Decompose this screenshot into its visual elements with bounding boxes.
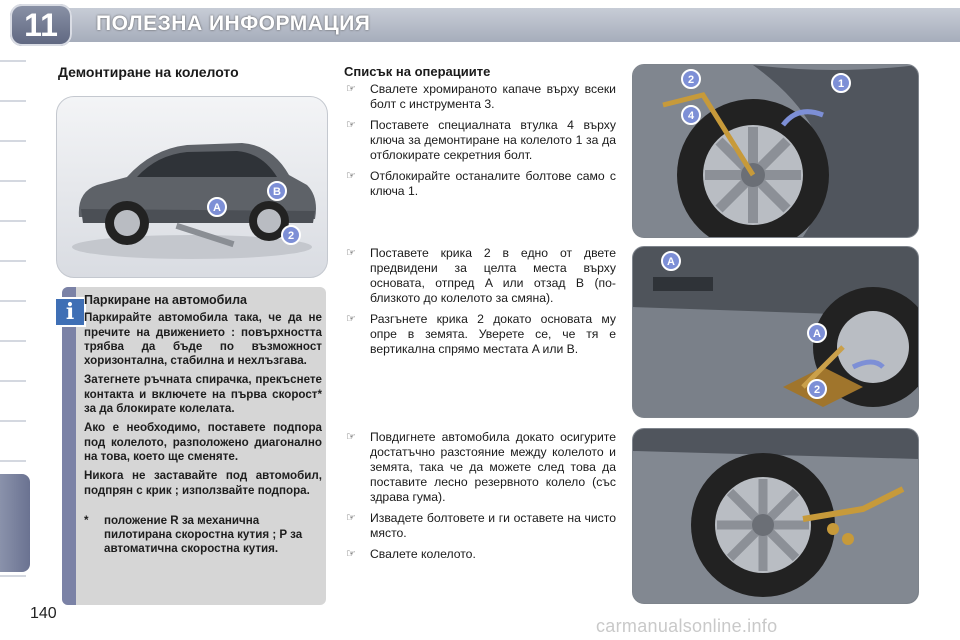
svg-text:A: A [213, 202, 221, 214]
svg-text:1: 1 [837, 78, 845, 90]
page-header [0, 0, 960, 50]
photo-wheel-bolts [632, 64, 919, 238]
footnote-text: положение R за механична пилотирана скоростна кутия ; P за автоматична скоростна кутия. [104, 513, 303, 556]
photo-wheel-removal [632, 428, 919, 604]
info-paragraph: Ако е необходимо, поставете подпора под колелото, разположено диагонално на това, което ще сменяте. [84, 421, 322, 463]
info-paragraph: Затегнете ръчната спирачка, прекъснете контакта и включете на първа скорост* за да блокирате колелата. [84, 373, 322, 416]
chapter-title: ПОЛЕЗНА ИНФОРМАЦИЯ [96, 12, 371, 35]
operations-title: Списък на операциите [344, 64, 491, 79]
hand-pointer-icon: ☞ [346, 512, 356, 524]
chapter-tabs [0, 60, 30, 580]
hand-pointer-icon: ☞ [346, 170, 356, 182]
info-title: Паркиране на автомобила [84, 293, 247, 307]
footnote [84, 514, 322, 557]
callout-a [662, 252, 680, 270]
svg-text:4: 4 [687, 110, 695, 122]
info-icon: i [54, 297, 86, 327]
hand-pointer-icon: ☞ [346, 119, 356, 131]
operations-group-3 [344, 430, 616, 568]
hand-pointer-icon: ☞ [346, 313, 356, 325]
svg-text:B: B [273, 186, 281, 198]
list-item: ☞ Извадете болтовете и ги оставете на чисто място. [346, 511, 616, 540]
callout-2 [682, 70, 700, 88]
callout-a [808, 324, 826, 342]
list-item: ☞ Свалете колелото. [346, 547, 476, 561]
hand-pointer-icon: ☞ [346, 83, 356, 95]
svg-text:2: 2 [287, 230, 295, 242]
page-number: 140 [30, 605, 57, 622]
callout-2 [808, 380, 826, 398]
callout-1 [832, 74, 850, 92]
callout-4 [682, 106, 700, 124]
chapter-number: 11 [10, 4, 72, 46]
watermark: carmanualsonline.info [596, 616, 778, 636]
active-chapter-tab [0, 474, 30, 572]
hand-pointer-icon: ☞ [346, 548, 356, 560]
svg-text:2: 2 [813, 384, 821, 396]
footnote-mark: * [84, 513, 89, 527]
operations-group-2 [344, 246, 616, 363]
list-item: ☞ Разгънете крика 2 докато основата му опре в земята. Уверете се, че тя е вертикална спрямо местата A или B. [346, 312, 616, 356]
section-title: Демонтиране на колелото [58, 64, 239, 80]
photo-jack-placement [632, 246, 919, 418]
operations-group-1 [344, 82, 616, 205]
svg-text:2: 2 [687, 74, 695, 86]
svg-text:A: A [813, 328, 821, 340]
list-item: ☞ Отблокирайте останалите болтове само с ключа 1. [346, 169, 616, 198]
callout-b [268, 182, 286, 200]
info-paragraph: Паркирайте автомобила така, че да не пречите на движението : повърхността трябва да бъде по възможност хоризонтална, стабилна и нехлъзгава. [84, 311, 322, 368]
info-strip [62, 287, 76, 605]
callout-a [208, 198, 226, 216]
list-item: ☞ Поставете специалната втулка 4 върху ключа за демонтиране на колелото 1 за да отблокирате секретния болт. [346, 118, 616, 162]
list-item: ☞ Поставете крика 2 в едно от двете предвидени за целта места върху основата, отпред A или отзад B (по-близкото до колелото за смяна). [346, 246, 616, 305]
svg-text:A: A [667, 256, 675, 268]
info-paragraph: Никога не заставайте под автомобил, подпрян с крик ; използвайте подпора. [84, 469, 322, 497]
info-text [84, 293, 322, 557]
car-illustration [56, 96, 328, 278]
hand-pointer-icon: ☞ [346, 247, 356, 259]
list-item: ☞ Свалете хромираното капаче върху всеки болт с инструмента 3. [346, 82, 616, 111]
list-item: ☞ Повдигнете автомобила докато осигурите достатъчно разстояние между колелото и земята, така че да можете след това да поставите лесно резервното колело (със здрава гума). [346, 430, 616, 504]
info-box [62, 287, 326, 605]
callout-2 [282, 226, 300, 244]
hand-pointer-icon: ☞ [346, 431, 356, 443]
